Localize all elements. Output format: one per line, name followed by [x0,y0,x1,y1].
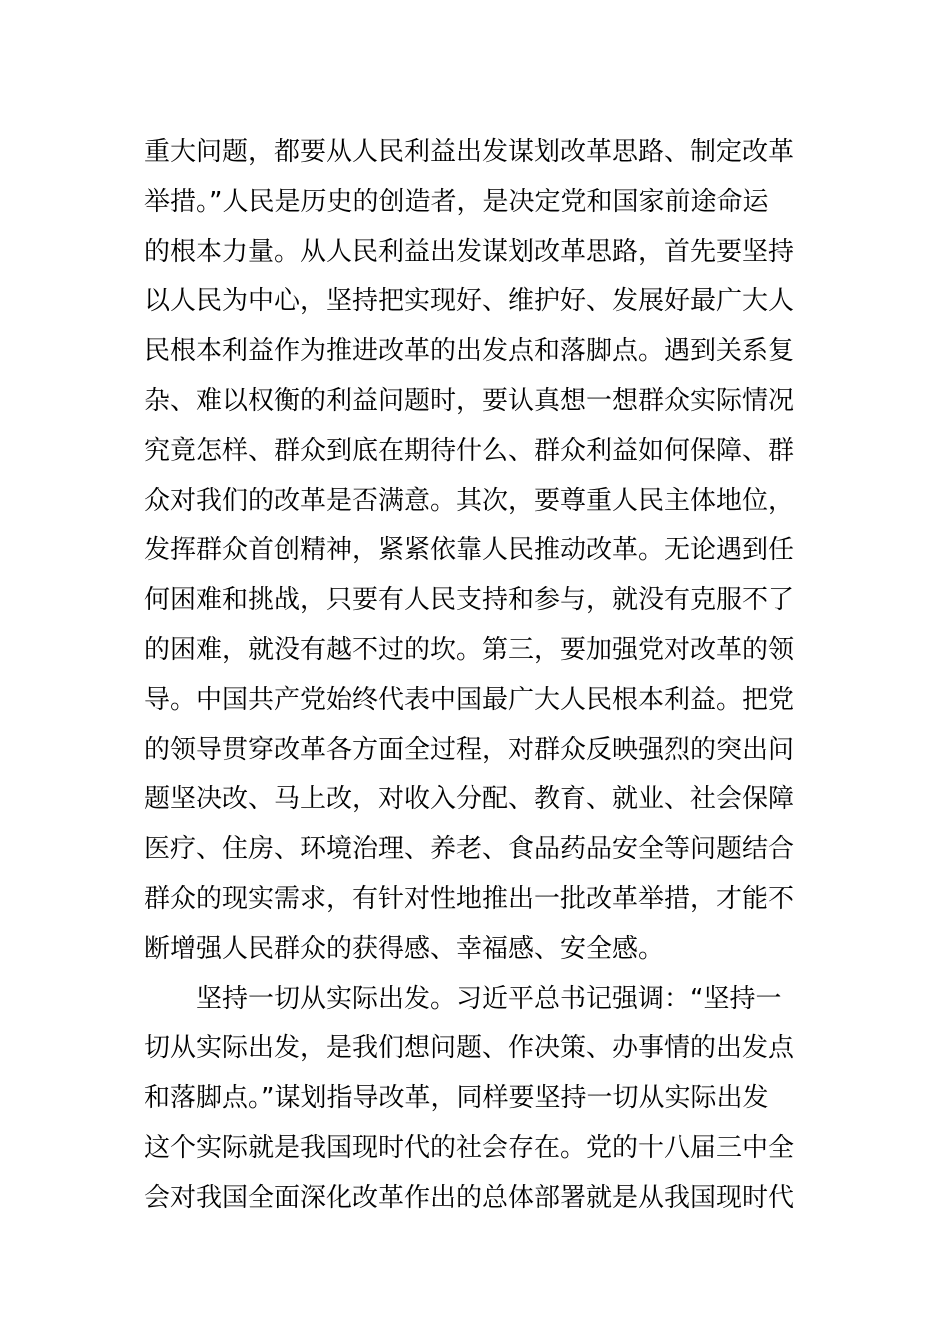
text-line: 这个实际就是我国现时代的社会存在。党的十八届三中全 [144,1132,795,1163]
paragraph-start-line: 坚持一切从实际出发。习近平总书记强调：“坚持一 [196,983,782,1014]
text-line: 以人民为中心，坚持把实现好、维护好、发展好最广大人 [144,286,795,317]
text-line: 切从实际出发，是我们想问题、作决策、办事情的出发点 [144,1033,795,1064]
text-line: 杂、难以权衡的利益问题时，要认真想一想群众实际情况 [144,385,795,416]
text-line: 和落脚点。”谋划指导改革，同样要坚持一切从实际出发 [144,1083,769,1114]
text-line: 的困难，就没有越不过的坎。第三，要加强党对改革的领 [144,634,795,665]
body-text [144,128,824,1224]
text-line: 民根本利益作为推进改革的出发点和落脚点。遇到关系复 [144,336,795,367]
text-line: 群众的现实需求，有针对性地推出一批改革举措，才能不 [144,883,795,914]
text-line: 重大问题，都要从人民利益出发谋划改革思路、制定改革 [144,137,795,167]
text-line: 的根本力量。从人民利益出发谋划改革思路，首先要坚持 [144,236,795,267]
text-line: 断增强人民群众的获得感、幸福感、安全感。 [144,933,665,964]
text-line: 导。中国共产党始终代表中国最广大人民根本利益。把党 [144,684,795,715]
text-line: 题坚决改、马上改，对收入分配、教育、就业、社会保障 [144,784,795,815]
text-line: 会对我国全面深化改革作出的总体部署就是从我国现时代 [144,1182,795,1213]
text-line: 发挥群众首创精神，紧紧依靠人民推动改革。无论遇到任 [144,535,795,566]
text-line: 的领导贯穿改革各方面全过程，对群众反映强烈的突出问 [144,734,795,765]
text-line: 何困难和挑战，只要有人民支持和参与，就没有克服不了 [144,585,795,616]
text-line: 医疗、住房、环境治理、养老、食品药品安全等问题结合 [144,834,795,865]
text-line: 举措。”人民是历史的创造者，是决定党和国家前途命运 [144,186,769,217]
text-line: 众对我们的改革是否满意。其次，要尊重人民主体地位， [144,485,795,516]
text-line: 究竟怎样、群众到底在期待什么、群众利益如何保障、群 [144,435,795,466]
